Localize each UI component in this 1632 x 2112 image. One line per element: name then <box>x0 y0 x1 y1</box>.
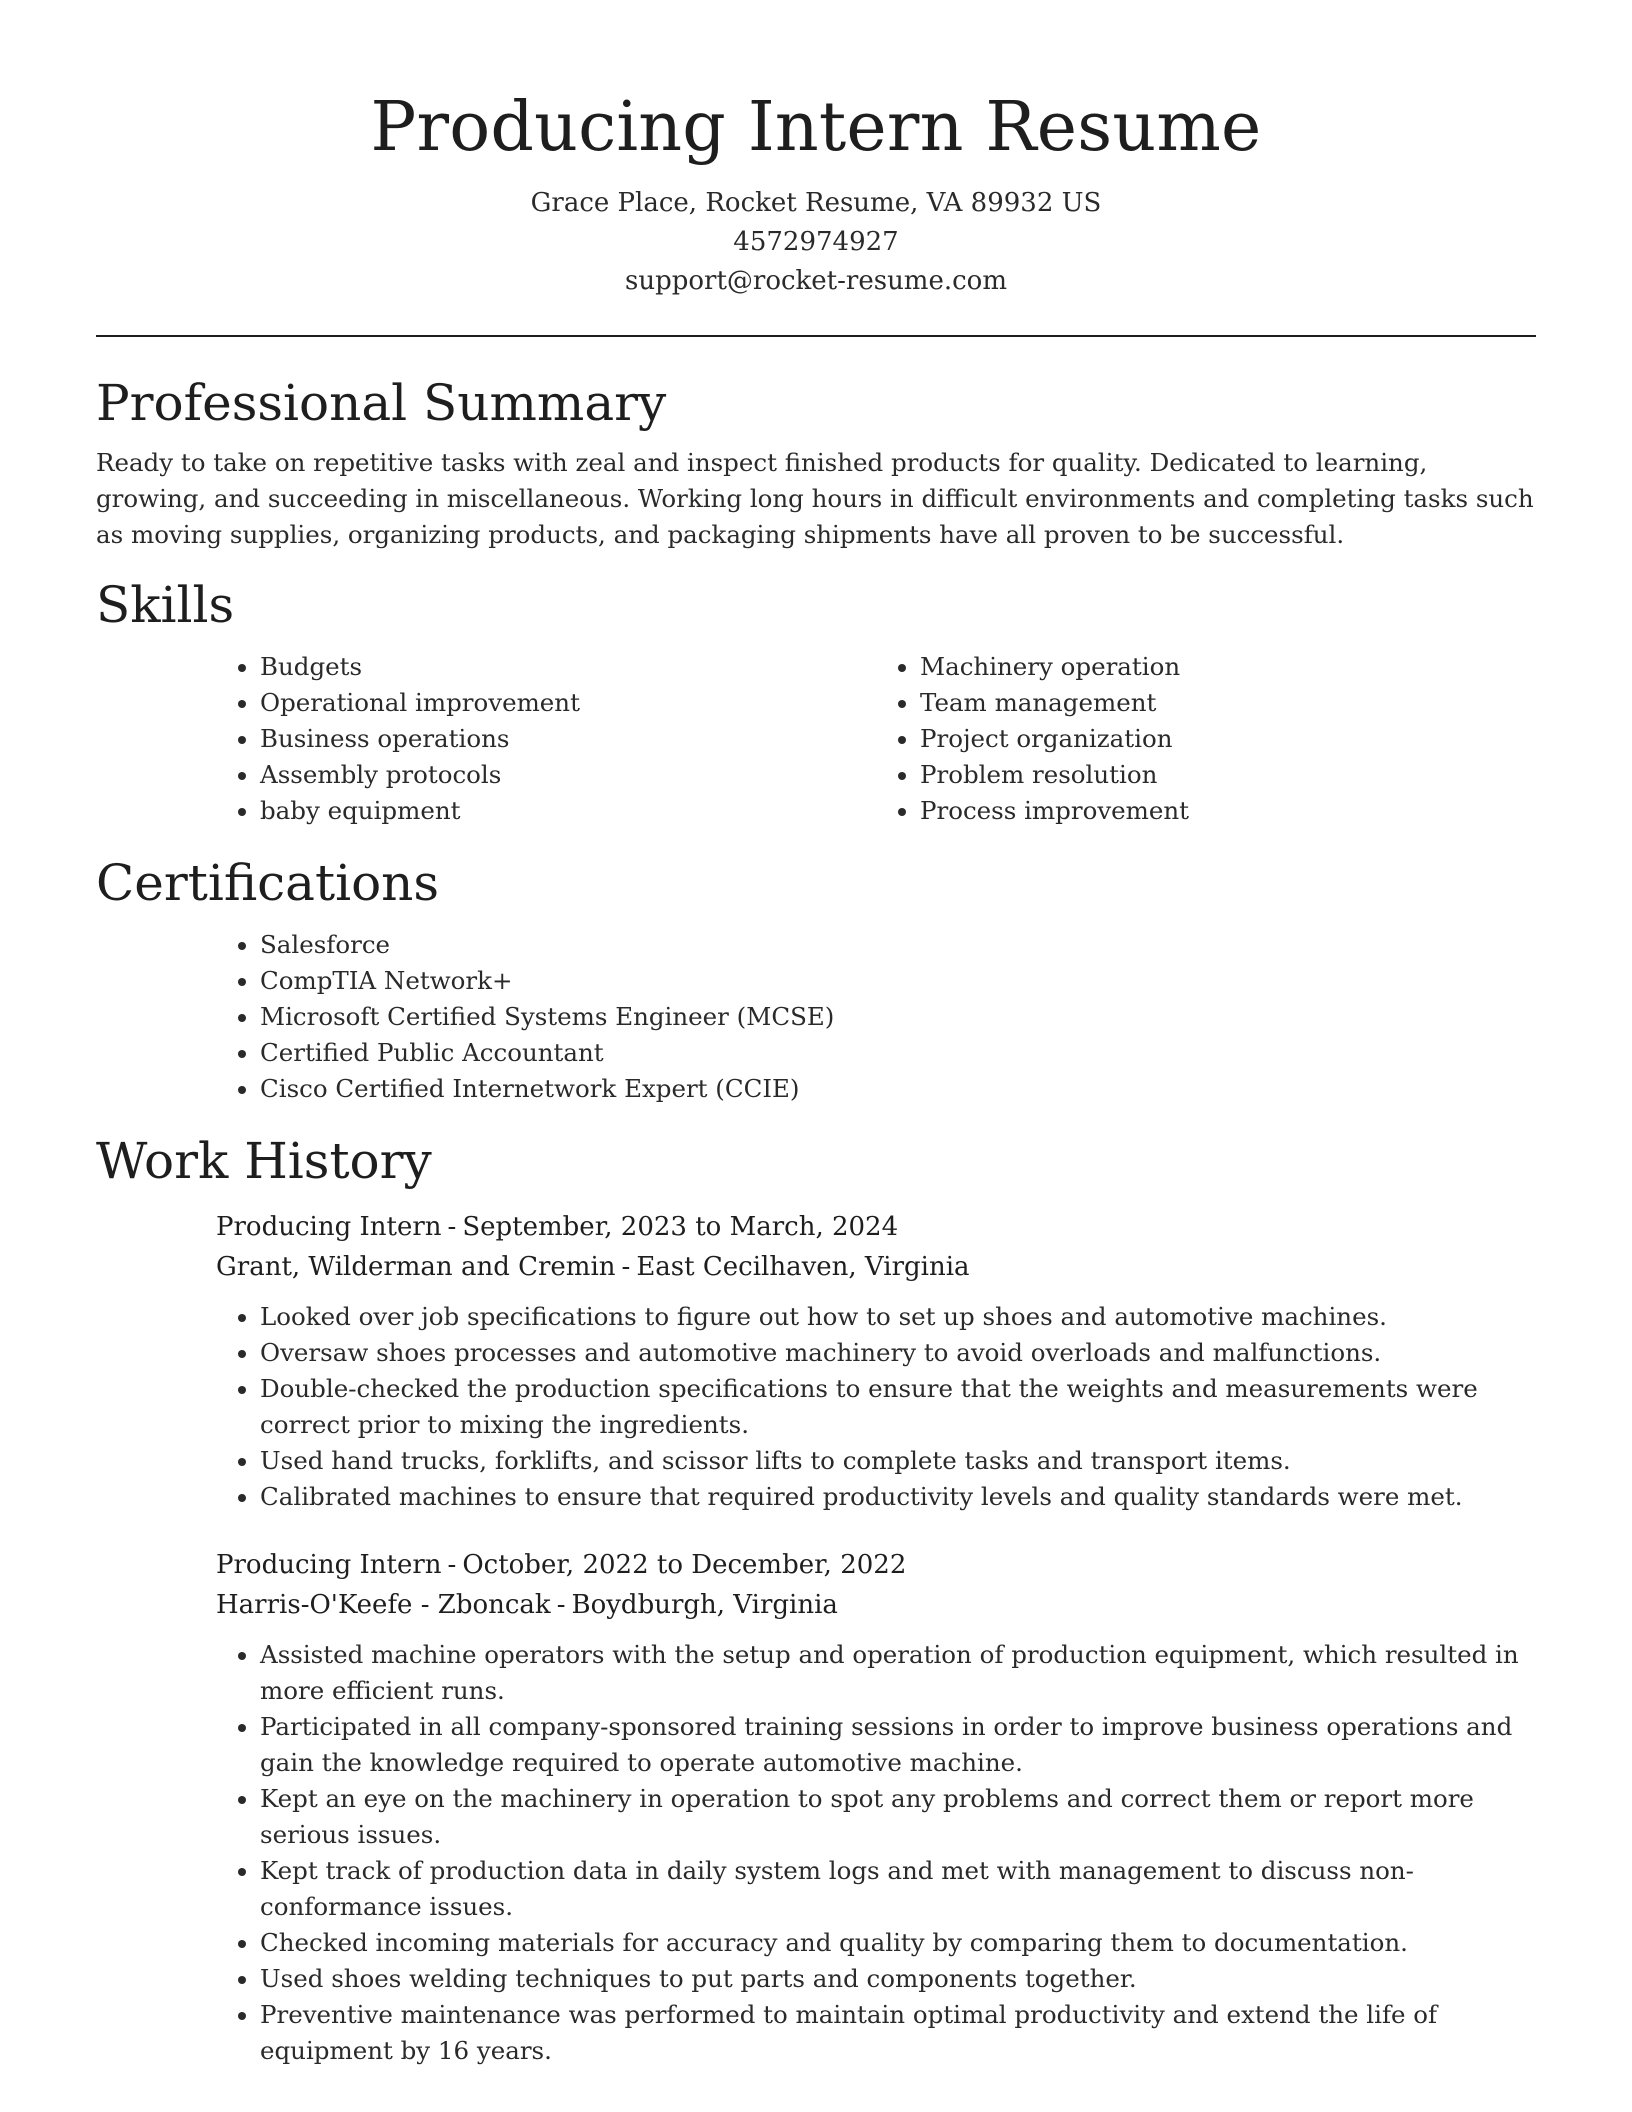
separator: - <box>621 1252 631 1282</box>
summary-text: Ready to take on repetitive tasks with zeal and inspect finished products for quality. Dedicated to learning, growing, and succeeding in miscellaneous. Working long hours in difficult environments and completing tasks such as moving supplies, organizing products, and packaging shipments have all proven to be successful. <box>96 448 1534 549</box>
job-bullet: • Preventive maintenance was performed to maintain optimal productivity and extend the life of equipment by 16 years. <box>260 1997 1536 2069</box>
job-title: Producing Intern <box>216 1550 442 1580</box>
work-history-heading: Work History <box>96 1132 432 1190</box>
certification-item: • Certified Public Accountant <box>260 1035 1536 1071</box>
job-bullet: • Checked incoming materials for accuracy and quality by comparing them to documentation. <box>260 1925 1536 1961</box>
job-company: Harris-O'Keefe - Zboncak <box>216 1590 551 1620</box>
summary-section <box>96 371 1536 553</box>
skill-item: • Operational improvement <box>260 685 876 721</box>
contact-email: support@rocket-resume.com <box>624 266 1007 296</box>
job-title-line <box>216 1207 1536 1247</box>
skill-item: • Budgets <box>260 649 876 685</box>
job-bullet: • Double-checked the production specifications to ensure that the weights and measurements were correct prior to mixing the ingredients. <box>260 1371 1536 1443</box>
skills-list-left <box>216 649 876 829</box>
skills-list-right <box>876 649 1536 829</box>
job-bullet: • Used shoes welding techniques to put parts and components together. <box>260 1961 1536 1997</box>
skill-item: • Process improvement <box>920 793 1536 829</box>
job-bullets <box>216 1299 1536 1515</box>
job-bullet: • Kept track of production data in daily system logs and met with management to discuss non-conformance issues. <box>260 1853 1536 1925</box>
skills-section <box>96 573 1536 829</box>
certification-item: • Salesforce <box>260 927 1536 963</box>
job-company-line <box>216 1585 1536 1625</box>
job-bullet: • Used hand trucks, forklifts, and scissor lifts to complete tasks and transport items. <box>260 1443 1536 1479</box>
job-bullet: • Kept an eye on the machinery in operation to spot any problems and correct them or report more serious issues. <box>260 1781 1536 1853</box>
job-company-line <box>216 1247 1536 1287</box>
job-title-line <box>216 1545 1536 1585</box>
skills-heading: Skills <box>96 576 235 634</box>
contact-address: Grace Place, Rocket Resume, VA 89932 US <box>530 188 1102 218</box>
certification-item: • Microsoft Certified Systems Engineer (MCSE) <box>260 999 1536 1035</box>
contact-info <box>96 184 1536 301</box>
job-company: Grant, Wilderman and Cremin <box>216 1252 616 1282</box>
job-bullet: • Assisted machine operators with the setup and operation of production equipment, which resulted in more efficient runs. <box>260 1637 1536 1709</box>
job-entry <box>216 1207 1536 1287</box>
job-title: Producing Intern <box>216 1212 442 1242</box>
skill-item: • Assembly protocols <box>260 757 876 793</box>
skill-item: • Team management <box>920 685 1536 721</box>
job-bullet: • Participated in all company-sponsored training sessions in order to improve business operations and gain the knowledge required to operate automotive machine. <box>260 1709 1536 1781</box>
certification-item: • CompTIA Network+ <box>260 963 1536 999</box>
header-divider <box>96 335 1536 337</box>
resume-header <box>96 0 1536 301</box>
resume-page <box>96 0 1536 2069</box>
certifications-section <box>96 851 1536 1107</box>
separator: - <box>556 1590 566 1620</box>
skill-item: • Machinery operation <box>920 649 1536 685</box>
job-bullet: • Oversaw shoes processes and automotive machinery to avoid overloads and malfunctions. <box>260 1335 1536 1371</box>
job-entry <box>216 1545 1536 1625</box>
skills-columns <box>216 649 1536 829</box>
job-dates: October, 2022 to December, 2022 <box>462 1550 907 1580</box>
certifications-heading: Certifications <box>96 854 440 912</box>
certification-item: • Cisco Certified Internetwork Expert (CCIE) <box>260 1071 1536 1107</box>
separator: - <box>447 1550 457 1580</box>
job-bullet: • Looked over job specifications to figure out how to set up shoes and automotive machines. <box>260 1299 1536 1335</box>
skill-item: • Problem resolution <box>920 757 1536 793</box>
separator: - <box>447 1212 457 1242</box>
skill-item: • Business operations <box>260 721 876 757</box>
summary-heading: Professional Summary <box>96 374 667 432</box>
skill-item: • baby equipment <box>260 793 876 829</box>
resume-title: Producing Intern Resume <box>370 88 1262 167</box>
job-bullet: • Calibrated machines to ensure that required productivity levels and quality standards were met. <box>260 1479 1536 1515</box>
certifications-list <box>216 927 1536 1107</box>
skill-item: • Project organization <box>920 721 1536 757</box>
job-location: East Cecilhaven, Virginia <box>636 1252 970 1282</box>
job-dates: September, 2023 to March, 2024 <box>462 1212 899 1242</box>
job-bullets <box>216 1637 1536 2069</box>
work-history-section <box>96 1129 1536 2069</box>
job-location: Boydburgh, Virginia <box>571 1590 838 1620</box>
contact-phone: 4572974927 <box>733 227 899 257</box>
